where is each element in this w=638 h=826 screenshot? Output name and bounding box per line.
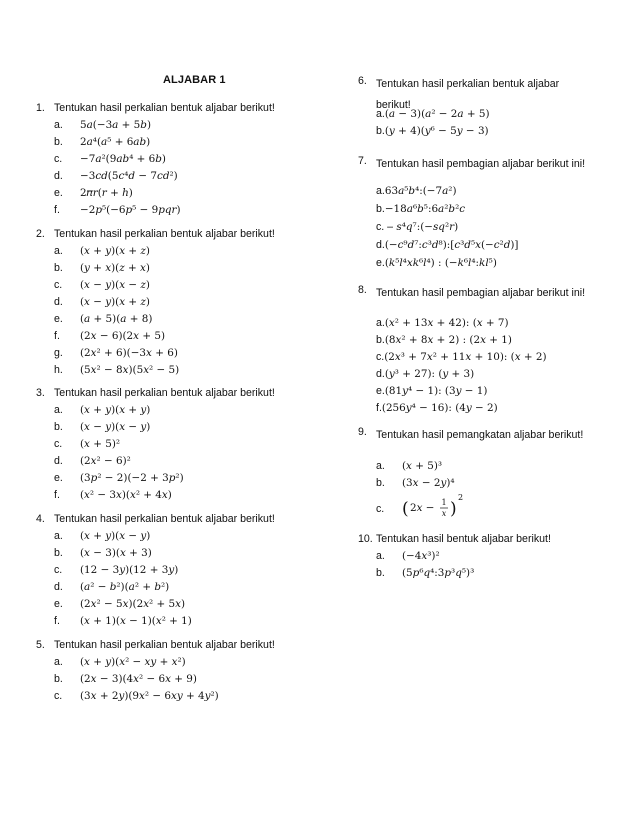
expression: (𝑥 + 𝑦)(𝑥 + 𝑧) xyxy=(80,245,150,257)
expression: 𝑠⁴𝑞⁷:(−𝑠𝑞²𝑟) xyxy=(396,221,459,233)
question-prompt: Tentukan hasil perkalian bentuk aljabar berikut! xyxy=(54,228,275,240)
expression: (2𝑥 − 3)(4𝑥² − 6𝑥 + 9) xyxy=(80,673,197,685)
page-title: ALJABAR 1 xyxy=(163,74,226,86)
expression: (3𝑝² − 2)(−2 + 3𝑝²) xyxy=(80,472,184,484)
question-number: 3. xyxy=(36,387,45,399)
expression: (𝑥 + 1)(𝑥 − 1)(𝑥² + 1) xyxy=(80,615,192,627)
expression: 5𝑎(−3𝑎 + 5𝑏) xyxy=(80,119,151,131)
svg-text:1: 1 xyxy=(441,498,447,507)
question-prompt: Tentukan hasil perkalian bentuk aljabar berikut! xyxy=(54,387,275,399)
expression: (𝑘⁵𝑙⁴𝑥𝑘⁶𝑙⁴) : (−𝑘⁶𝑙⁴:𝑘𝑙⁵) xyxy=(384,257,497,269)
expression: −2𝑝⁵(−6𝑝⁵ − 9𝑝𝑞𝑟) xyxy=(80,204,181,216)
list-item: d.(−𝑐⁹𝑑⁷:𝑐³𝑑⁸):[𝑐³𝑑⁵𝑥(−𝑐²𝑑)] xyxy=(376,239,519,251)
question-number: 8. xyxy=(358,284,367,296)
fraction-expression xyxy=(402,494,482,524)
expression: (2𝑥² + 6)(−3𝑥 + 6) xyxy=(80,347,178,359)
svg-text:2: 2 xyxy=(458,493,464,502)
expression: (𝑥 + 5)² xyxy=(80,438,121,450)
expression: (𝑥 + 𝑦)(𝑥 + 𝑦) xyxy=(80,404,151,416)
list-item: b.(𝑦 + 4)(𝑦⁶ − 5𝑦 − 3) xyxy=(376,125,489,137)
expression: 2𝜋𝑟(𝑟 + ℎ) xyxy=(80,187,133,199)
list-item: a.(𝑥² + 13𝑥 + 42): (𝑥 + 7) xyxy=(376,317,509,329)
expression: (𝑥² − 3𝑥)(𝑥² + 4𝑥) xyxy=(80,489,172,501)
svg-text:): ) xyxy=(450,499,457,519)
list-item: c.(2𝑥³ + 7𝑥² + 11𝑥 + 10): (𝑥 + 2) xyxy=(376,351,547,363)
question-prompt: Tentukan hasil perkalian bentuk aljabar berikut! xyxy=(54,102,275,114)
question-prompt: Tentukan hasil pemangkatan aljabar berikut! xyxy=(376,429,584,441)
expression: (𝑥 + 𝑦)(𝑥 − 𝑦) xyxy=(80,530,151,542)
expression: (𝑥 − 𝑦)(𝑥 + 𝑧) xyxy=(80,296,150,308)
expression: (2𝑥³ + 7𝑥² + 11𝑥 + 10): (𝑥 + 2) xyxy=(384,351,547,363)
expression: (12 − 3𝑦)(12 + 3𝑦) xyxy=(80,564,179,576)
question-number: 1. xyxy=(36,102,45,114)
question-prompt: Tentukan hasil perkalian bentuk aljabar berikut! xyxy=(54,639,275,651)
question-prompt: Tentukan hasil perkalian bentuk aljabar berikut! xyxy=(54,513,275,525)
list-item: b. (3𝑥 − 2𝑦)⁴ xyxy=(376,477,455,489)
expression: (8𝑥² + 8𝑥 + 2) : (2𝑥 + 1) xyxy=(384,334,512,346)
list-item: d.(𝑦³ + 27): (𝑦 + 3) xyxy=(376,368,475,380)
expression: (𝑦 + 𝑥)(𝑧 + 𝑥) xyxy=(80,262,150,274)
list-item: e.(81𝑦⁴ − 1): (3𝑦 − 1) xyxy=(376,385,488,397)
question-number: 4. xyxy=(36,513,45,525)
expression: (−4𝑥³)² xyxy=(402,550,440,562)
list-item: a.(𝑎 − 3)(𝑎² − 2𝑎 + 5) xyxy=(376,108,490,120)
list-item: e.(𝑘⁵𝑙⁴𝑥𝑘⁶𝑙⁴) : (−𝑘⁶𝑙⁴:𝑘𝑙⁵) xyxy=(376,257,497,269)
list-item: a. (𝑥 + 5)³ xyxy=(376,460,443,472)
expression: 63𝑎⁵𝑏⁴:(−7𝑎²) xyxy=(384,185,457,197)
expression: 2𝑎⁴(𝑎⁵ + 6𝑎𝑏) xyxy=(80,136,151,148)
expression: (𝑥² + 13𝑥 + 42): (𝑥 + 7) xyxy=(384,317,509,329)
svg-text:2𝑥 −: 2𝑥 − xyxy=(410,502,435,514)
question-number: 2. xyxy=(36,228,45,240)
expression: (−𝑐⁹𝑑⁷:𝑐³𝑑⁸):[𝑐³𝑑⁵𝑥(−𝑐²𝑑)] xyxy=(384,239,519,251)
svg-text:(: ( xyxy=(402,499,409,519)
question-prompt: Tentukan hasil perkalian bentuk aljabar berikut! xyxy=(376,78,560,111)
expression: (5𝑥² − 8𝑥)(5𝑥² − 5) xyxy=(80,364,180,376)
question-number: 10. xyxy=(358,533,373,545)
worksheet-page: ALJABAR 1 1. Tentukan hasil perkalian bentuk aljabar berikut! a. 5𝑎(−3𝑎 + 5𝑏) b. 2𝑎⁴(𝑎⁵ + 6𝑎𝑏) c. −7𝑎²(9𝑎𝑏⁴ + 6𝑏) d. −3𝑐𝑑(5𝑐⁴𝑑 − 7𝑐𝑑²) e. 2𝜋𝑟(𝑟 + ℎ) f. −2𝑝⁵(−6𝑝⁵ − 9𝑝𝑞𝑟) 2. Tentukan hasil perkalian bentuk aljabar berikut! a. (𝑥 + 𝑦)(𝑥 + 𝑧) b. (𝑦 + 𝑥)(𝑧 + 𝑥) c. (𝑥 − 𝑦)(𝑥 − 𝑧) d. (𝑥 − 𝑦)(𝑥 + 𝑧) e. (𝑎 + 5)(𝑎 + 8) f. (2𝑥 − 6)(2𝑥 + 5) g. (2𝑥² + 6)(−3𝑥 + 6) h. (5𝑥² − 8𝑥)(5𝑥² − 5) 3. Tentukan hasil perkalian bentuk aljabar berikut! a. (𝑥 + 𝑦)(𝑥 + 𝑦) b. (𝑥 − 𝑦)(𝑥 − 𝑦) c. (𝑥 + 5)² d. (2𝑥² − 6)² e. (3𝑝² − 2)(−2 + 3𝑝²) f. (𝑥² − 3𝑥)(𝑥² + 4𝑥) 4. Tentukan hasil perkalian bentuk aljabar berikut! a. (𝑥 + 𝑦)(𝑥 − 𝑦) b. (𝑥 − 3)(𝑥 + 3) c. (12 − 3𝑦)(12 + 3𝑦) d. (𝑎² − 𝑏²)(𝑎² + 𝑏²) e. (2𝑥² − 5𝑥)(2𝑥² + 5𝑥) f. (𝑥 + 1)(𝑥 − 1)(𝑥² + 1) 5. Tentukan hasil perkalian bentuk aljabar berikut! a. (𝑥 + 𝑦)(𝑥² − 𝑥𝑦 + 𝑥²) b. (2𝑥 − 3)(4𝑥² − 6𝑥 + 9) c. (3𝑥 + 2𝑦)(9𝑥² − 6𝑥𝑦 + 4𝑦²) 6. Tentukan hasil perkalian bentuk aljabar berikut! a.(𝑎 − 3)(𝑎² − 2𝑎 + 5) b.(𝑦 + 4)(𝑦⁶ − 5𝑦 − 3) 7. Tentukan hasil pembagian aljabar berikut ini! a.63𝑎⁵𝑏⁴:(−7𝑎²) b.−18𝑎⁶𝑏⁵:6𝑎²𝑏²𝑐 c. – 𝑠⁴𝑞⁷:(−𝑠𝑞²𝑟) d.(−𝑐⁹𝑑⁷:𝑐³𝑑⁸):[𝑐³𝑑⁵𝑥(−𝑐²𝑑)] e.(𝑘⁵𝑙⁴𝑥𝑘⁶𝑙⁴) : (−𝑘⁶𝑙⁴:𝑘𝑙⁵) 8. Tentukan hasil pembagian aljabar berikut ini! a.(𝑥² + 13𝑥 + 42): (𝑥 + 7) b.(8𝑥² + 8𝑥 + 2) : (2𝑥 + 1) c.(2𝑥³ + 7𝑥² + 11𝑥 + 10): (𝑥 + 2) d.(𝑦³ + 27): (𝑦 + 3) e.(81𝑦⁴ − 1): (3𝑦 − 1) f.(256𝑦⁴ − 16): (4𝑦 − 2) 9. Tentukan hasil pemangkatan aljabar berikut! a. (𝑥 + 5)³ b. (3𝑥 − 2𝑦)⁴ c. ( 2𝑥 − 1 𝑥 ) 2 10. Tentukan hasil bentuk aljabar berikut! a. (−4𝑥³)² b. (5𝑝⁶𝑞⁴:3𝑝³𝑞⁵)³ xyxy=(36,74,586,702)
list-item: c. – 𝑠⁴𝑞⁷:(−𝑠𝑞²𝑟) xyxy=(376,221,459,233)
list-item: b.(8𝑥² + 8𝑥 + 2) : (2𝑥 + 1) xyxy=(376,334,512,346)
expression: (2𝑥² − 6)² xyxy=(80,455,131,467)
list-item: b. (5𝑝⁶𝑞⁴:3𝑝³𝑞⁵)³ xyxy=(376,567,475,579)
expression: (3𝑥 + 2𝑦)(9𝑥² − 6𝑥𝑦 + 4𝑦²) xyxy=(80,690,219,702)
expression: (256𝑦⁴ − 16): (4𝑦 − 2) xyxy=(381,402,498,414)
question-prompt: Tentukan hasil bentuk aljabar berikut! xyxy=(376,533,551,545)
question-number: 9. xyxy=(358,426,367,438)
expression: (𝑎 + 5)(𝑎 + 8) xyxy=(80,313,153,325)
expression: (𝑥 − 𝑦)(𝑥 − 𝑦) xyxy=(80,421,151,433)
expression: (𝑎² − 𝑏²)(𝑎² + 𝑏²) xyxy=(80,581,170,593)
expression: −3𝑐𝑑(5𝑐⁴𝑑 − 7𝑐𝑑²) xyxy=(80,170,178,182)
expression: (81𝑦⁴ − 1): (3𝑦 − 1) xyxy=(384,385,488,397)
expression: (𝑥 + 𝑦)(𝑥² − 𝑥𝑦 + 𝑥²) xyxy=(80,656,186,668)
list-item: a.63𝑎⁵𝑏⁴:(−7𝑎²) xyxy=(376,185,457,197)
expression: (𝑎 − 3)(𝑎² − 2𝑎 + 5) xyxy=(384,108,490,120)
expression: −18𝑎⁶𝑏⁵:6𝑎²𝑏²𝑐 xyxy=(384,203,466,215)
expression: (𝑥 − 3)(𝑥 + 3) xyxy=(80,547,152,559)
question-prompt: Tentukan hasil pembagian aljabar berikut ini! xyxy=(376,158,586,170)
list-item: b.−18𝑎⁶𝑏⁵:6𝑎²𝑏²𝑐 xyxy=(376,203,466,215)
svg-text:𝑥: 𝑥 xyxy=(441,509,447,518)
expression: (𝑦³ + 27): (𝑦 + 3) xyxy=(384,368,475,380)
expression: (2𝑥 − 6)(2𝑥 + 5) xyxy=(80,330,166,342)
expression: (𝑦 + 4)(𝑦⁶ − 5𝑦 − 3) xyxy=(384,125,489,137)
expression: (𝑥 + 5)³ xyxy=(402,460,443,472)
question-number: 5. xyxy=(36,639,45,651)
expression: (5𝑝⁶𝑞⁴:3𝑝³𝑞⁵)³ xyxy=(402,567,475,579)
expression: −7𝑎²(9𝑎𝑏⁴ + 6𝑏) xyxy=(80,153,166,165)
list-item: a. (−4𝑥³)² xyxy=(376,550,440,562)
question-number: 6. xyxy=(358,75,367,87)
expression: (2𝑥² − 5𝑥)(2𝑥² + 5𝑥) xyxy=(80,598,186,610)
expression: (3𝑥 − 2𝑦)⁴ xyxy=(402,477,455,489)
question-prompt: Tentukan hasil pembagian aljabar berikut ini! xyxy=(376,287,586,299)
question-number: 7. xyxy=(358,155,367,167)
list-item: f.(256𝑦⁴ − 16): (4𝑦 − 2) xyxy=(376,402,498,414)
expression: (𝑥 − 𝑦)(𝑥 − 𝑧) xyxy=(80,279,150,291)
